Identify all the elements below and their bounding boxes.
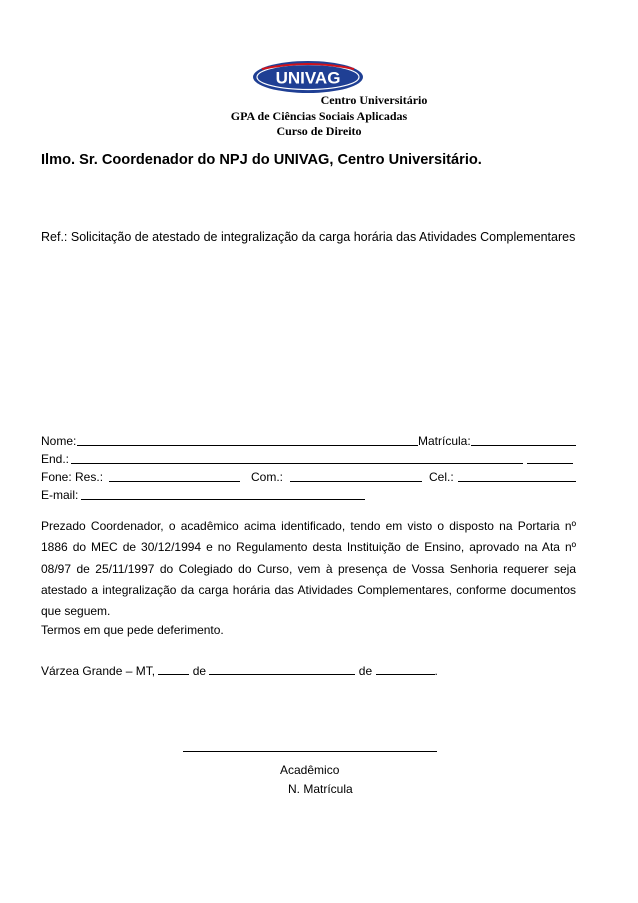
matricula-blank[interactable] bbox=[471, 433, 576, 446]
month-blank[interactable] bbox=[209, 662, 355, 675]
fone-res-blank[interactable] bbox=[109, 469, 240, 482]
univag-logo bbox=[252, 60, 364, 94]
date-line bbox=[41, 662, 438, 679]
email-blank[interactable] bbox=[81, 487, 365, 500]
end-label: End.: bbox=[41, 452, 70, 466]
request-text: Prezado Coordenador, o acadêmico acima identificado, tendo em visto o disposto na Portaria nº 1886 do MEC de 30/12/1994 e no Regulamento desta Instituição de Ensino, aprovado na Ata nº 08/97 de 25/11/1997 do Colegiado do Curso, vem à presença de Vossa Senhoria requerer seja atestado a integralização da carga horária das Atividades Complementares, conforme documentos que seguem. bbox=[41, 519, 576, 619]
fone-res-label: Fone: Res.: bbox=[41, 470, 104, 484]
univag-logo-graphic bbox=[252, 60, 364, 94]
logo-text: UNIVAG bbox=[275, 68, 341, 88]
field-row-name bbox=[41, 433, 576, 451]
day-blank[interactable] bbox=[158, 662, 189, 675]
end-blank[interactable] bbox=[71, 451, 523, 464]
closing-line: Termos em que pede deferimento. bbox=[41, 623, 224, 637]
nome-blank[interactable] bbox=[77, 433, 418, 446]
date-de-1: de bbox=[192, 664, 207, 678]
end-blank-2[interactable] bbox=[527, 451, 573, 464]
date-end: . bbox=[434, 664, 438, 678]
signature-label: Acadêmico bbox=[280, 763, 340, 777]
date-place: Várzea Grande – MT, bbox=[41, 664, 156, 678]
signature-line[interactable] bbox=[183, 751, 437, 752]
year-blank[interactable] bbox=[376, 662, 435, 675]
institution-name: Centro Universitário bbox=[320, 93, 428, 107]
email-label: E-mail: bbox=[41, 488, 79, 502]
cel-label: Cel.: bbox=[429, 470, 454, 484]
com-label: Com.: bbox=[251, 470, 284, 484]
course-name: Curso de Direito bbox=[276, 124, 362, 138]
date-de-2: de bbox=[358, 664, 373, 678]
field-row-phone bbox=[41, 469, 576, 487]
com-blank[interactable] bbox=[290, 469, 422, 482]
form-fields bbox=[41, 433, 576, 505]
addressee-heading: Ilmo. Sr. Coordenador do NPJ do UNIVAG, Centro Universitário. bbox=[41, 152, 482, 168]
cel-blank[interactable] bbox=[458, 469, 576, 482]
signature-sublabel: N. Matrícula bbox=[288, 782, 353, 796]
nome-label: Nome: bbox=[41, 434, 77, 448]
field-row-email bbox=[41, 487, 576, 505]
matricula-label: Matrícula: bbox=[418, 434, 471, 448]
request-paragraph bbox=[41, 516, 576, 622]
reference-line: Ref.: Solicitação de atestado de integralização da carga horária das Atividades Complementares bbox=[41, 230, 576, 244]
department-name: GPA de Ciências Sociais Aplicadas bbox=[230, 109, 408, 123]
field-row-address bbox=[41, 451, 576, 469]
